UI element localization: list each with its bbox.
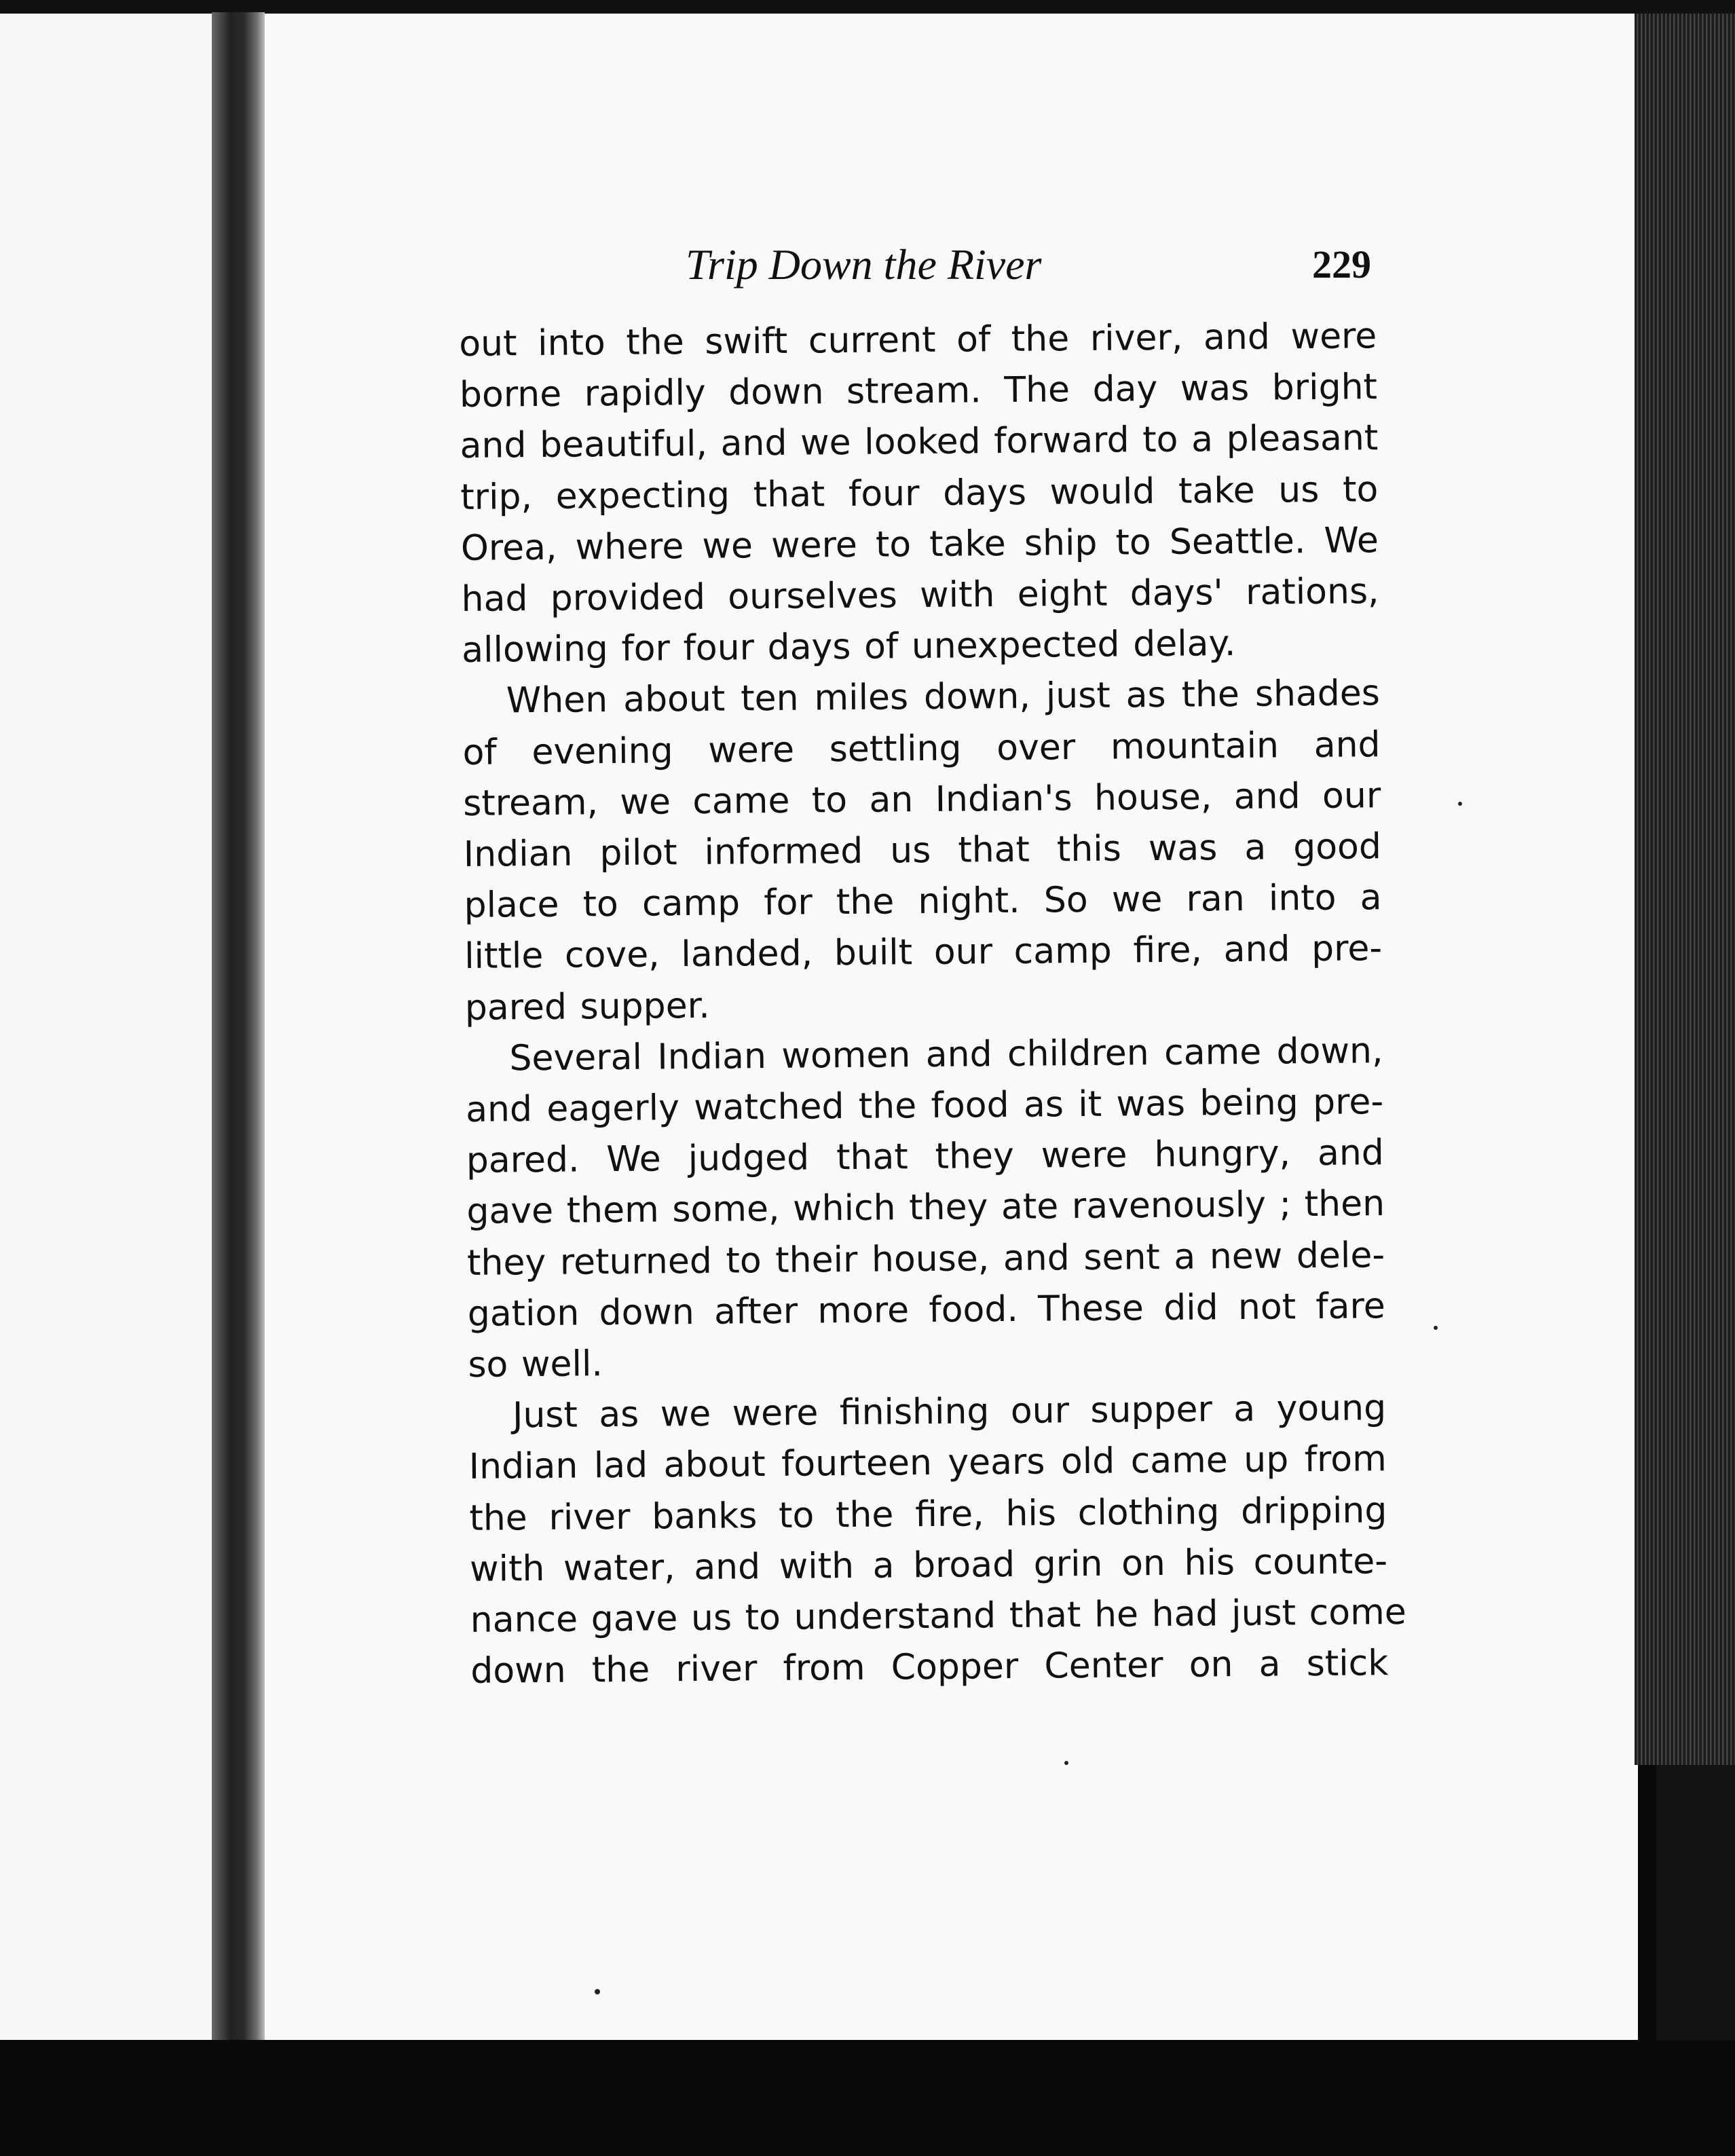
page-header: [462, 227, 1371, 302]
text-line: gation down after more food. These did not fare: [467, 1286, 1386, 1335]
facing-page-left: [0, 14, 227, 2043]
text-line: and eagerly watched the food as it was being pre-: [465, 1081, 1384, 1131]
text-line: stream, we came to an Indian's house, and our: [462, 775, 1381, 824]
page-edges-shadow: [1656, 1765, 1735, 2050]
dust-speck: [595, 1989, 600, 1994]
text-line: with water, and with a broad grin on his counte-: [469, 1541, 1388, 1590]
dust-speck: [1434, 1326, 1438, 1330]
text-line: trip, expecting that four days would take us to: [460, 468, 1379, 518]
text-line: Indian pilot informed us that this was a good: [463, 826, 1382, 876]
text-line: place to camp for the night. So we ran into a: [464, 877, 1382, 927]
book-gutter: [212, 12, 265, 2049]
text-line: allowing for four days of unexpected delay.: [461, 623, 1236, 671]
text-line: and beautiful, and we looked forward to a pleasant: [460, 417, 1379, 467]
text-line: out into the swift current of the river, and were: [459, 316, 1377, 365]
text-line: pared. We judged that they were hungry, and: [466, 1132, 1385, 1182]
text-line: little cove, landed, built our camp fire, and pre-: [464, 928, 1383, 978]
paragraph-first-line: Just as we were finishing our supper a young: [512, 1388, 1387, 1436]
text-line: had provided ourselves with eight days' rations,: [461, 571, 1379, 620]
page-edges-right: [1635, 14, 1735, 1765]
text-line: Indian lad about fourteen years old came up from: [468, 1438, 1387, 1488]
text-line: they returned to their house, and sent a new dele-: [466, 1234, 1385, 1284]
text-line: so well.: [468, 1343, 603, 1386]
text-line: nance gave us to understand that he had just come: [470, 1591, 1406, 1641]
text-line: Orea, where we were to take ship to Seattle. We: [460, 520, 1379, 569]
text-line: down the river from Copper Center on a stick: [470, 1643, 1389, 1692]
page-number: 229: [1312, 242, 1371, 286]
dust-speck: [1458, 802, 1462, 806]
running-title: Trip Down the River: [686, 240, 1042, 289]
text-line: of evening were settling over mountain and: [462, 724, 1381, 773]
body-text: [459, 311, 1406, 1697]
text-line: borne rapidly down stream. The day was bright: [459, 367, 1378, 416]
scan-border-bottom: [0, 2040, 1735, 2156]
text-line: pared supper.: [464, 985, 711, 1028]
text-line: the river banks to the fire, his clothing dripping: [469, 1489, 1387, 1539]
dust-speck: [1064, 1761, 1068, 1765]
text-line: gave them some, which they ate ravenously ; then: [466, 1183, 1385, 1233]
paragraph-first-line: Several Indian women and children came down,: [509, 1030, 1383, 1079]
paragraph-first-line: When about ten miles down, just as the shades: [506, 673, 1381, 722]
